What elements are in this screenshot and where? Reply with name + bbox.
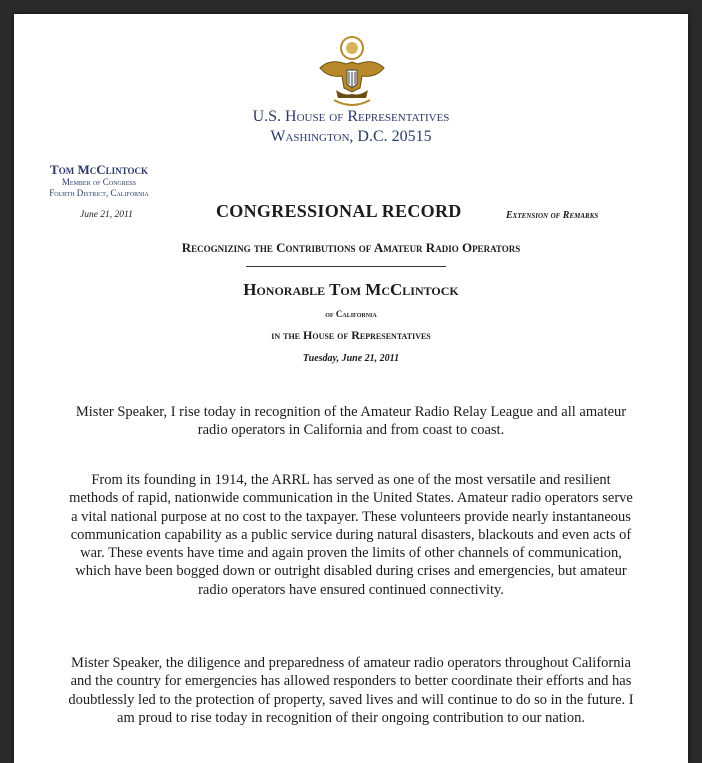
member-title: Member of Congress	[61, 177, 137, 187]
house-line: in the House of Representatives	[271, 328, 431, 342]
extension-of-remarks: Extension of Remarks	[506, 210, 599, 221]
body-paragraph-3: Mister Speaker, the diligence and preparedness of amateur radio operators throughout California and the country for emergencies has allowed responders to better coordinate their efforts and has doubtlessly led to the protection of property, saved lives and will continue to do so in the future. I am proud to rise today in recognition of their ongoing contribution to our nation.	[68, 655, 634, 726]
letterhead-city: Washington, D.C. 20515	[270, 128, 432, 145]
member-block	[24, 162, 174, 199]
heading-divider	[246, 266, 446, 267]
record-title: CONGRESSIONAL RECORD	[216, 201, 462, 221]
document-page	[14, 14, 688, 763]
record-date: June 21, 2011	[80, 210, 133, 220]
member-name: Tom McClintock	[50, 162, 148, 177]
body-paragraph-2: From its founding in 1914, the ARRL has served as one of the most versatile and resilient methods of rapid, nationwide communication in the United States. Amateur radio operators serve a vital national purpose at no cost to the taxpayer. These volunteers provide nearly instantaneous communication capability as a public service during natural disasters, blackouts and even acts of war. These events have time and again proven the limits of other channels of communication, which have been bogged down or outright disabled during crises and emergencies, but amateur radio operators have ensured continued connectivity.	[69, 472, 633, 598]
member-state: of California	[325, 309, 377, 319]
body-paragraph-1: Mister Speaker, I rise today in recognition of the Amateur Radio Relay League and all amateur radio operators in California and from coast to coast.	[75, 404, 627, 439]
house-seal-eagle-icon	[316, 34, 388, 114]
member-district: Fourth District, California	[49, 188, 149, 198]
session-date: Tuesday, June 21, 2011	[302, 353, 400, 364]
honorable-name: Honorable Tom McClintock	[243, 280, 459, 299]
letterhead-house: U.S. House of Representatives	[252, 108, 450, 125]
remarks-heading: Recognizing the Contributions of Amateur Radio Operators	[181, 240, 521, 255]
